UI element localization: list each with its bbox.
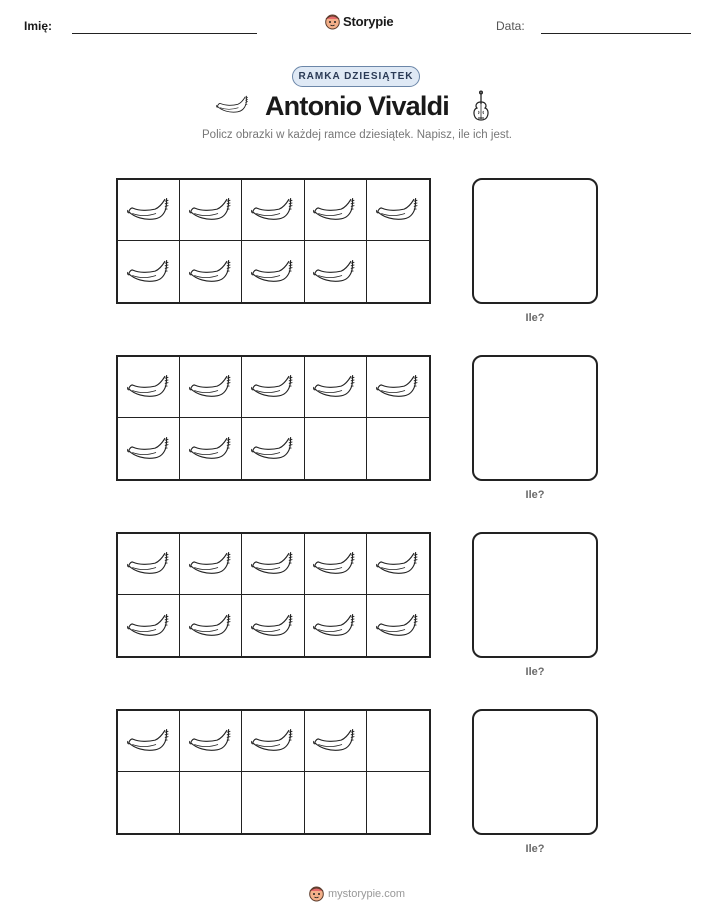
gondola-icon [251,196,295,224]
page-title: Antonio Vivaldi [264,91,449,121]
ten-frame [116,178,431,304]
ten-frame-cell [367,241,429,302]
gondola-icon [376,196,420,224]
gondola-icon [189,196,233,224]
date-label: Data: [496,19,525,33]
ten-frame [116,355,431,481]
gondola-icon [251,550,295,578]
gondola-icon [127,612,171,640]
gondola-icon [127,435,171,463]
answer-label: Ile? [525,666,545,678]
ten-frame-cell [118,772,180,833]
gondola-icon [189,550,233,578]
ten-frame-cell [180,772,242,833]
ten-frame-cell [305,595,367,656]
pie-mascot-icon [309,885,324,902]
ten-frame-cell [118,534,180,595]
gondola-icon [251,258,295,286]
ten-frame-cell [242,418,304,479]
gondola-icon [313,373,357,401]
gondola-icon [376,612,420,640]
pie-mascot-icon [325,13,340,30]
ten-frame-cell [242,711,304,772]
ten-frame-cell [118,241,180,302]
answer-label: Ile? [525,843,545,855]
gondola-icon [313,258,357,286]
gondola-icon [251,435,295,463]
gondola-icon [313,612,357,640]
gondola-icon [313,196,357,224]
ten-frame-cell [118,595,180,656]
gondola-icon [127,550,171,578]
ten-frame-cell [305,241,367,302]
ten-frame-cell [180,241,242,302]
answer-box[interactable] [472,355,598,481]
ten-frame-cell [305,772,367,833]
ten-frame-cell [367,534,429,595]
ten-frame-cell [242,772,304,833]
ten-frame-cell [242,595,304,656]
brand-logo [325,13,393,30]
ten-frame-cell [242,357,304,418]
ten-frame-cell [367,772,429,833]
ten-frame-cell [180,357,242,418]
ten-frame-cell [180,418,242,479]
ten-frame-cell [118,357,180,418]
ten-frame-cell [367,357,429,418]
ten-frame [116,709,431,835]
ten-frame-cell [180,534,242,595]
answer-box[interactable] [472,532,598,658]
gondola-icon [251,612,295,640]
gondola-icon [189,435,233,463]
gondola-icon [313,727,357,755]
ten-frame-cell [367,180,429,241]
ten-frame [116,532,431,658]
ten-frame-cell [367,595,429,656]
answer-box[interactable] [472,178,598,304]
answer-label: Ile? [525,312,545,324]
ten-frame-cell [305,357,367,418]
answer-box[interactable] [472,709,598,835]
gondola-icon [127,727,171,755]
ten-frame-cell [180,711,242,772]
gondola-icon [127,196,171,224]
brand-name: Storypie [343,14,394,29]
ten-frame-cell [305,534,367,595]
gondola-icon [127,258,171,286]
footer [309,885,405,902]
footer-url: mystorypie.com [328,887,406,900]
ten-frame-cell [180,180,242,241]
ten-frame-cell [242,180,304,241]
violin-icon [471,90,491,124]
gondola-icon [189,258,233,286]
ten-frame-cell [242,534,304,595]
gondola-icon [376,550,420,578]
gondola-icon [189,612,233,640]
ten-frame-cell [305,180,367,241]
ten-frame-cell [242,241,304,302]
name-label: Imię: [24,19,53,33]
ten-frame-cell [367,418,429,479]
date-line[interactable] [541,33,691,34]
gondola-icon [189,373,233,401]
answer-label: Ile? [525,489,545,501]
ten-frame-cell [118,711,180,772]
gondola-icon [251,373,295,401]
name-line[interactable] [72,33,257,34]
ten-frame-cell [305,711,367,772]
gondola-icon [127,373,171,401]
worksheet-type-badge: RAMKA DZIESIĄTEK [292,66,420,87]
gondola-icon [313,550,357,578]
ten-frame-cell [180,595,242,656]
gondola-icon [376,373,420,401]
ten-frame-cell [305,418,367,479]
instructions: Policz obrazki w każdej ramce dziesiątek. Napisz, ile ich jest. [202,129,512,141]
ten-frame-cell [367,711,429,772]
ten-frame-cell [118,180,180,241]
gondola-icon [189,727,233,755]
ten-frame-cell [118,418,180,479]
gondola-icon [251,727,295,755]
